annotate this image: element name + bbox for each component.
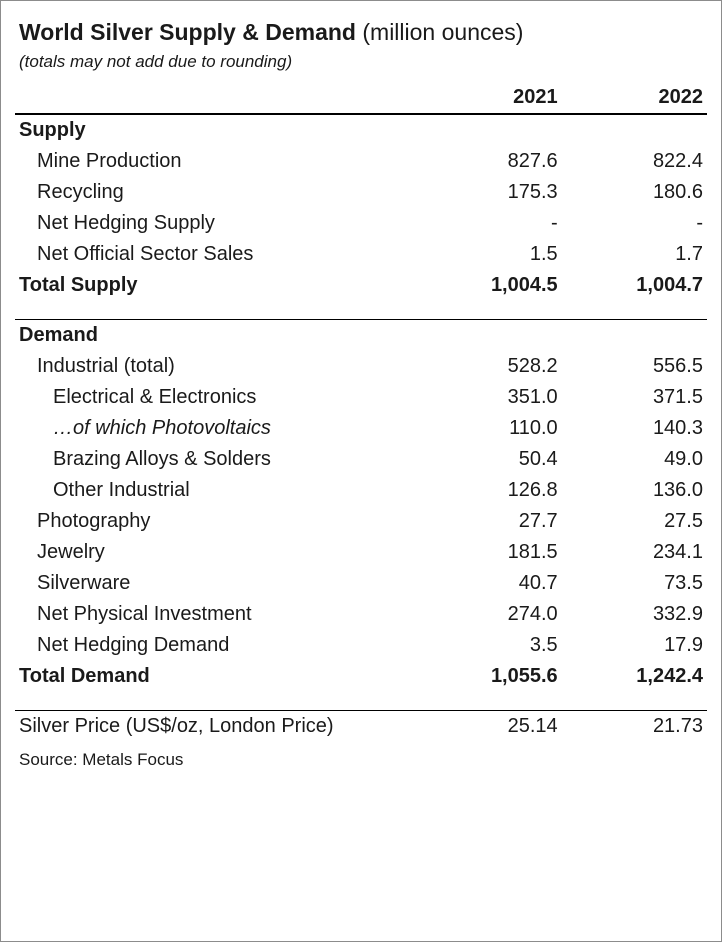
row-label: Silverware	[37, 572, 131, 594]
row-value-2022: 73.5	[664, 572, 703, 594]
page-title	[15, 13, 707, 46]
page-title-unit: (million ounces)	[362, 19, 524, 45]
source-note: Source: Metals Focus	[19, 750, 184, 769]
row-value-2022: 136.0	[652, 479, 703, 501]
row-value-2021: 25.14	[416, 711, 561, 743]
table-row	[15, 413, 707, 444]
row-value-2022: 371.5	[652, 386, 703, 408]
row-label: Photography	[37, 510, 151, 532]
header-year-2022: 2022	[658, 86, 703, 108]
row-label: Silver Price (US$/oz, London Price)	[15, 711, 416, 743]
row-value-2021: 528.2	[507, 355, 558, 377]
table-row	[15, 320, 707, 352]
row-value-2022: 21.73	[562, 711, 707, 743]
card-inner	[15, 13, 707, 929]
header-label-cell	[15, 82, 416, 114]
row-label: Demand	[15, 320, 416, 352]
row-label: Industrial (total)	[37, 355, 175, 377]
row-value-2021: 1,055.6	[490, 665, 558, 687]
row-value-2022	[562, 320, 707, 352]
row-value-2021: 351.0	[507, 386, 558, 408]
table-row	[15, 599, 707, 630]
row-value-2021: 27.7	[518, 510, 558, 532]
row-value-2022: 27.5	[664, 510, 703, 532]
table-header-row	[15, 82, 707, 114]
row-label: Net Hedging Demand	[37, 634, 230, 656]
row-value-2021	[416, 114, 561, 146]
supply-demand-table	[15, 82, 707, 742]
row-value-2021: 274.0	[507, 603, 558, 625]
row-value-2021: 110.0	[509, 417, 558, 439]
table-row-total-demand	[15, 661, 707, 692]
row-label: Total Demand	[19, 665, 150, 687]
row-label: Jewelry	[37, 541, 105, 563]
table-row	[15, 351, 707, 382]
table-row	[15, 444, 707, 475]
table-row	[15, 568, 707, 599]
row-value-2022: 1,242.4	[636, 665, 703, 687]
table-row	[15, 382, 707, 413]
row-value-2021	[416, 320, 561, 352]
row-label: Brazing Alloys & Solders	[53, 448, 271, 470]
row-value-2021: 50.4	[518, 448, 558, 470]
row-value-2021: 1.5	[529, 243, 558, 265]
table-row	[15, 177, 707, 208]
row-value-2021: -	[551, 212, 558, 234]
table-row	[15, 146, 707, 177]
row-label: Supply	[15, 114, 416, 146]
section-spacer	[15, 692, 707, 711]
row-value-2021: 175.3	[507, 181, 558, 203]
row-label: Electrical & Electronics	[53, 386, 257, 408]
table-row	[15, 630, 707, 661]
table-row	[15, 475, 707, 506]
section-spacer	[15, 301, 707, 320]
page-title-main: World Silver Supply & Demand	[19, 19, 356, 45]
row-value-2021: 3.5	[529, 634, 558, 656]
header-year-2021: 2021	[513, 86, 558, 108]
row-value-2022: 49.0	[664, 448, 703, 470]
row-label: Other Industrial	[53, 479, 190, 501]
table-row	[15, 506, 707, 537]
row-value-2021: 40.7	[518, 572, 558, 594]
row-value-2021: 181.5	[507, 541, 558, 563]
table-row	[15, 208, 707, 239]
row-value-2022: 822.4	[652, 150, 703, 172]
row-value-2022: 234.1	[652, 541, 703, 563]
page-subtitle: (totals may not add due to rounding)	[19, 52, 293, 71]
row-value-2022: 140.3	[652, 417, 703, 439]
row-value-2022: 180.6	[652, 181, 703, 203]
row-label: Net Official Sector Sales	[37, 243, 254, 265]
row-value-2022: 17.9	[664, 634, 703, 656]
row-label: Net Hedging Supply	[37, 212, 215, 234]
row-value-2022: 556.5	[652, 355, 703, 377]
row-label: Mine Production	[37, 150, 182, 172]
table-row	[15, 239, 707, 270]
row-value-2022: 332.9	[652, 603, 703, 625]
row-value-2021: 1,004.5	[490, 274, 558, 296]
row-value-2022: 1.7	[675, 243, 703, 265]
table-row-silver-price	[15, 711, 707, 743]
row-value-2022: 1,004.7	[636, 274, 703, 296]
row-value-2022	[562, 114, 707, 146]
table-row-total-supply	[15, 270, 707, 301]
row-label: Total Supply	[19, 274, 138, 296]
row-label: Recycling	[37, 181, 124, 203]
row-label: …of which Photovoltaics	[53, 417, 271, 439]
row-value-2021: 126.8	[507, 479, 558, 501]
row-value-2021: 827.6	[507, 150, 558, 172]
table-row	[15, 537, 707, 568]
row-label: Net Physical Investment	[37, 603, 252, 625]
table-row	[15, 114, 707, 146]
row-value-2022: -	[696, 212, 703, 234]
